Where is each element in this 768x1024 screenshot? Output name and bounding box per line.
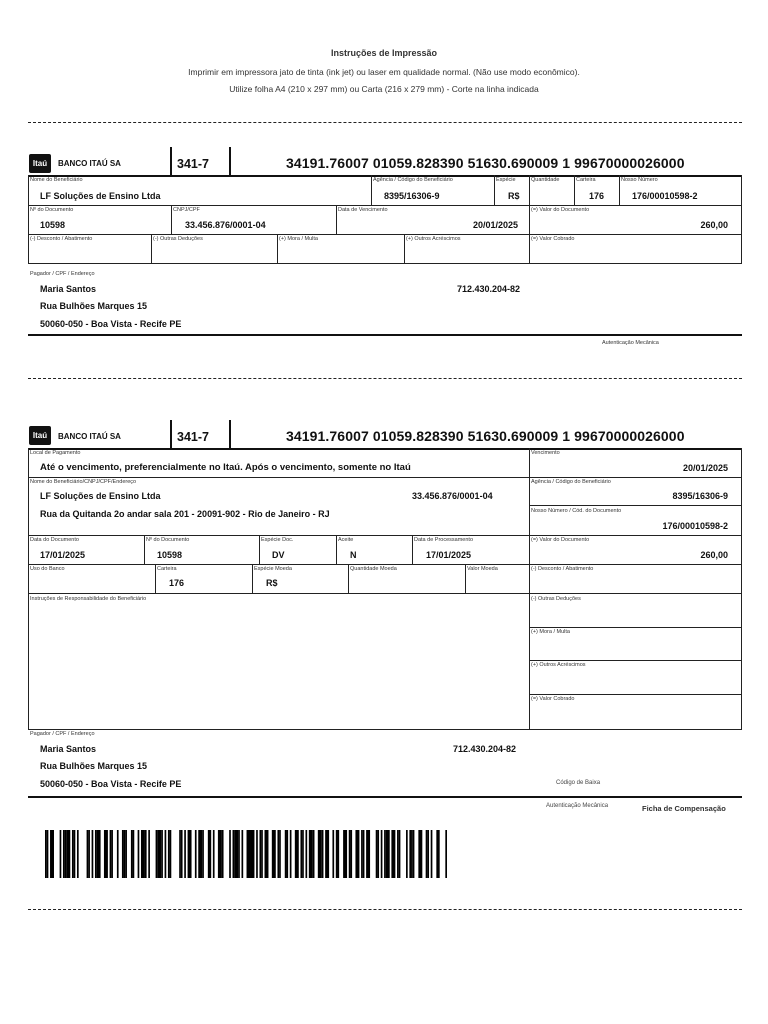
barcode-bar	[381, 830, 383, 878]
receipt-doc-value-label: (=) Valor do Documento	[531, 207, 590, 213]
receipt-wallet: 176	[589, 191, 605, 201]
barcode-bar	[97, 830, 101, 878]
receipt-other-additions-label: (+) Outros Acréscimos	[406, 236, 461, 242]
slip-acceptance: N	[350, 550, 357, 560]
receipt-payer-city: 50060-050 - Boa Vista - Recife PE	[40, 319, 182, 329]
barcode-bar	[259, 830, 261, 878]
slip-wallet: 176	[169, 578, 185, 588]
barcode-bar	[355, 830, 359, 878]
slip-beneficiary: LF Soluções de Ensino Ltda	[40, 491, 161, 501]
barcode-bar	[399, 830, 401, 878]
digitable-line: 34191.76007 01059.828390 51630.690009 1 99670000026000	[286, 428, 685, 444]
bank-name: BANCO ITAÚ SA	[58, 159, 121, 168]
barcode-bar	[181, 830, 183, 878]
slip-payer-street: Rua Bulhões Marques 15	[40, 761, 148, 771]
slip-doc-species-label: Espécie Doc.	[261, 537, 294, 543]
barcode-bar	[222, 830, 224, 878]
barcode-bar	[426, 830, 428, 878]
barcode-bar	[170, 830, 172, 878]
receipt-charged-value-label: (=) Valor Cobrado	[531, 236, 575, 242]
instructions-line-2: Utilize folha A4 (210 x 297 mm) ou Carta (216 x 279 mm) - Corte na linha indicada	[229, 84, 539, 94]
slip-currency-species: R$	[266, 578, 278, 588]
barcode-bar	[45, 830, 47, 878]
receipt-doc-number-label: Nº do Documento	[30, 207, 74, 213]
barcode-bar	[72, 830, 74, 878]
receipt-agency: 8395/16306-9	[384, 191, 440, 201]
receipt-beneficiary-label: Nome do Beneficiário	[30, 177, 83, 183]
barcode-bar	[188, 830, 192, 878]
slip-currency-quantity-label: Quantidade Moeda	[350, 566, 397, 572]
receipt-doc-value: 260,00	[700, 220, 728, 230]
barcode-bar	[88, 830, 90, 878]
slip-payment-place: Até o vencimento, preferencialmente no Itaú. Após o vencimento, somente no Itaú	[40, 462, 411, 473]
barcode-bar	[363, 830, 365, 878]
slip-beneficiary-cnpj: 33.456.876/0001-04	[412, 491, 493, 501]
slip-other-deductions-label: (-) Outras Deduções	[531, 596, 581, 602]
barcode-bar	[165, 830, 167, 878]
instructions-title: Instruções de Impressão	[330, 48, 438, 58]
barcode-bar	[202, 830, 204, 878]
barcode-bar	[285, 830, 287, 878]
barcode-bar	[168, 830, 170, 878]
slip-doc-date-label: Data do Documento	[30, 537, 79, 543]
slip-our-number: 176/00010598-2	[662, 521, 728, 531]
barcode-bar	[122, 830, 124, 878]
barcode-bar	[247, 830, 251, 878]
barcode-bar	[195, 830, 197, 878]
barcode-bar	[138, 830, 140, 878]
barcode-bar	[411, 830, 413, 878]
barcode-bar	[250, 830, 254, 878]
slip-doc-number: 10598	[157, 550, 183, 560]
slip-due-date: 20/01/2025	[682, 463, 728, 473]
slip-acceptance-label: Aceite	[338, 537, 354, 543]
barcode-bar	[156, 830, 158, 878]
slip-our-number-label: Nosso Número / Cód. do Documento	[531, 508, 622, 514]
slip-beneficiary-label: Nome do Beneficiário/CNPJ/CPF/Endereço	[30, 479, 137, 485]
barcode-bar	[238, 830, 240, 878]
slip-payer-city: 50060-050 - Boa Vista - Recife PE	[40, 779, 182, 789]
slip-bank-use-label: Uso do Banco	[30, 566, 65, 572]
barcode-bar	[265, 830, 269, 878]
slip-payment-place-label: Local de Pagamento	[30, 450, 81, 456]
slip-payer-cpf: 712.430.204-82	[453, 744, 517, 754]
barcode-bar	[337, 830, 339, 878]
barcode-bar	[145, 830, 147, 878]
barcode-bar	[208, 830, 210, 878]
barcode-bar	[376, 830, 378, 878]
bank-code: 341-7	[177, 430, 209, 444]
receipt-payer-label: Pagador / CPF / Endereço	[30, 271, 95, 277]
barcode-bar	[286, 830, 288, 878]
slip-processing-date: 17/01/2025	[426, 550, 472, 560]
slip-processing-date-label: Data de Processamento	[414, 537, 474, 543]
receipt-discount-label: (-) Desconto / Abatimento	[30, 236, 93, 242]
barcode-bar	[74, 830, 76, 878]
slip-payer-label: Pagador / CPF / Endereço	[30, 731, 95, 737]
barcode-bar	[384, 830, 386, 878]
barcode-bar	[66, 830, 70, 878]
barcode-bar	[349, 830, 351, 878]
barcode-bar	[50, 830, 54, 878]
receipt-our-number: 176/00010598-2	[632, 191, 698, 201]
barcode-bar	[332, 830, 334, 878]
barcode-bar	[242, 830, 244, 878]
digitable-line: 34191.76007 01059.828390 51630.690009 1 99670000026000	[286, 155, 685, 171]
receipt-quantity-label: Quantidade	[531, 177, 560, 183]
barcode-bar	[210, 830, 212, 878]
barcode-bar	[279, 830, 281, 878]
receipt-payer-name: Maria Santos	[40, 284, 97, 294]
receipt-payer-street: Rua Bulhões Marques 15	[40, 301, 148, 311]
barcode-bar	[148, 830, 150, 878]
barcode-bar	[295, 830, 299, 878]
barcode-bar	[161, 830, 163, 878]
barcode-bar	[413, 830, 415, 878]
barcode-bar	[350, 830, 352, 878]
barcode-bar	[377, 830, 379, 878]
slip-low-code-label: Código de Baixa	[556, 780, 601, 786]
barcode-bar	[104, 830, 108, 878]
barcode-bar	[322, 830, 324, 878]
cut-line-top	[28, 122, 742, 123]
barcode-bar	[309, 830, 313, 878]
barcode-bar	[95, 830, 97, 878]
instructions-line-1: Imprimir em impressora jato de tinta (ink jet) ou laser em qualidade normal. (Não use modo econômico).	[188, 67, 580, 77]
slip-wallet-label: Carteira	[157, 566, 177, 572]
itau-logo-icon: Itaú	[29, 154, 51, 173]
receipt-other-deductions-label: (-) Outras Deduções	[153, 236, 203, 242]
slip-doc-value-label: (=) Valor do Documento	[531, 537, 590, 543]
barcode-bar	[124, 830, 126, 878]
receipt-due-date: 20/01/2025	[472, 220, 518, 230]
barcode-bar	[198, 830, 202, 878]
barcode-bar	[436, 830, 438, 878]
receipt-beneficiary: LF Soluções de Ensino Ltda	[40, 191, 161, 201]
barcode-bar	[427, 830, 429, 878]
barcode-bar	[65, 830, 67, 878]
bank-name: BANCO ITAÚ SA	[58, 432, 121, 441]
barcode-bar	[77, 830, 79, 878]
barcode-bar	[117, 830, 119, 878]
barcode-bar	[313, 830, 315, 878]
barcode-bar	[87, 830, 89, 878]
barcode-bar	[391, 830, 395, 878]
slip-doc-species: DV	[272, 550, 285, 560]
bank-code: 341-7	[177, 157, 209, 171]
slip-doc-number-label: Nº do Documento	[146, 537, 190, 543]
barcode-bar	[256, 830, 258, 878]
barcode-bar	[302, 830, 304, 878]
receipt-cnpj-label: CNPJ/CPF	[173, 207, 200, 213]
receipt-doc-number: 10598	[40, 220, 66, 230]
barcode-bar	[318, 830, 322, 878]
slip-currency-species-label: Espécie Moeda	[254, 566, 292, 572]
barcode-bar	[336, 830, 338, 878]
barcode-bar	[445, 830, 447, 878]
slip-interest-label: (+) Mora / Multa	[531, 629, 570, 635]
slip-other-additions-label: (+) Outros Acréscimos	[531, 662, 586, 668]
barcode-bar	[343, 830, 347, 878]
barcode-bar	[261, 830, 263, 878]
slip-agency: 8395/16306-9	[672, 491, 728, 501]
barcode-bar	[157, 830, 161, 878]
slip-payer-name: Maria Santos	[40, 744, 97, 754]
barcode-bar	[184, 830, 186, 878]
receipt-cnpj: 33.456.876/0001-04	[185, 220, 266, 230]
barcode-bar	[300, 830, 302, 878]
barcode-bar	[272, 830, 276, 878]
cut-line-bottom	[28, 909, 742, 910]
barcode-bar	[305, 830, 307, 878]
barcode-bar	[406, 830, 408, 878]
slip-beneficiary-address: Rua da Quitanda 2o andar sala 201 - 20091-902 - Rio de Janeiro - RJ	[40, 509, 330, 519]
receipt-payer-cpf: 712.430.204-82	[457, 284, 521, 294]
receipt-our-number-label: Nosso Número	[621, 177, 658, 183]
barcode-bar	[290, 830, 292, 878]
barcode-bar	[63, 830, 65, 878]
barcode-bar	[366, 830, 370, 878]
barcode-bar	[277, 830, 279, 878]
receipt-wallet-label: Carteira	[576, 177, 596, 183]
slip-mechanical-auth: Autenticação Mecânica	[546, 803, 609, 809]
barcode-bar	[179, 830, 181, 878]
slip-discount-label: (-) Desconto / Abatimento	[531, 566, 594, 572]
slip-agency-label: Agência / Código do Beneficiário	[531, 479, 611, 485]
barcode-bar	[386, 830, 390, 878]
slip-doc-value: 260,00	[700, 550, 728, 560]
barcode-bar	[409, 830, 411, 878]
barcode-bar	[361, 830, 363, 878]
slip-doc-date: 17/01/2025	[40, 550, 86, 560]
barcode-bar	[438, 830, 440, 878]
barcode-bar	[233, 830, 235, 878]
slip-charged-value-label: (=) Valor Cobrado	[531, 696, 575, 702]
barcode-bar	[131, 830, 133, 878]
slip-currency-value-label: Valor Moeda	[467, 566, 498, 572]
barcode-bar	[325, 830, 329, 878]
cut-line-middle	[28, 378, 742, 379]
slip-instructions-label: Instruções de Responsabilidade do Beneficiário	[30, 596, 147, 602]
barcode-bar	[213, 830, 215, 878]
barcode-bar	[218, 830, 222, 878]
receipt-mechanical-auth: Autenticação Mecânica	[602, 340, 659, 346]
receipt-species: R$	[508, 191, 520, 201]
barcode-bar	[47, 830, 49, 878]
barcode-bar	[111, 830, 113, 878]
barcode-bar	[234, 830, 238, 878]
barcode-bar	[397, 830, 399, 878]
barcode-bar	[229, 830, 231, 878]
slip-compensation-title: Ficha de Compensação	[642, 804, 726, 813]
barcode-bar	[60, 830, 62, 878]
barcode-bar	[92, 830, 94, 878]
barcode-bar	[418, 830, 422, 878]
barcode-bar	[110, 830, 112, 878]
receipt-species-label: Espécie	[496, 177, 516, 183]
barcode-bar	[133, 830, 135, 878]
barcode-bar	[141, 830, 145, 878]
barcode	[45, 830, 447, 878]
receipt-agency-label: Agência / Código do Beneficiário	[373, 177, 453, 183]
itau-logo-icon: Itaú	[29, 426, 51, 445]
barcode-bar	[125, 830, 127, 878]
slip-due-date-label: Vencimento	[531, 450, 560, 456]
receipt-due-date-label: Data de Vencimento	[338, 207, 388, 213]
barcode-bar	[431, 830, 433, 878]
receipt-interest-label: (+) Mora / Multa	[279, 236, 318, 242]
